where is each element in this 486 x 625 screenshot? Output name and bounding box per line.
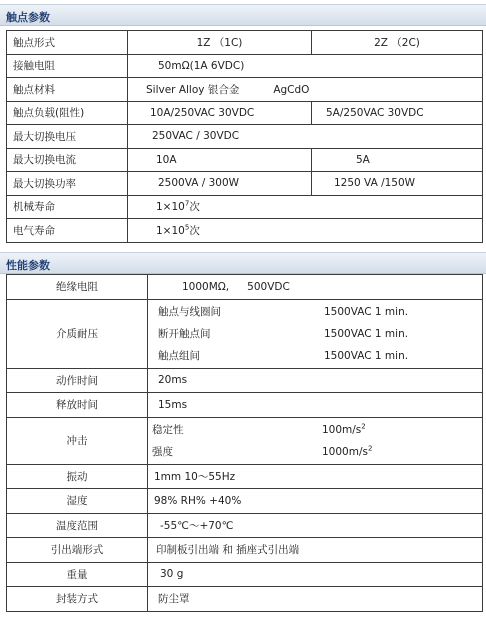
cell-value: 30 g [148, 562, 483, 587]
table-row [7, 538, 483, 563]
cell-value: 防尘罩 [148, 587, 483, 612]
table-row [7, 368, 483, 393]
sub-row [148, 323, 482, 345]
row-label: 最大切换功率 [7, 172, 128, 196]
table-row [7, 54, 483, 78]
material-value-1: Silver Alloy 银合金 [146, 83, 240, 96]
row-label: 湿度 [7, 489, 148, 514]
table-row [7, 172, 483, 196]
material-value-2: AgCdO [273, 83, 310, 96]
sub-value: 1500VAC 1 min. [324, 327, 409, 340]
value-unit: 次 [189, 224, 200, 237]
cell-value: 15ms [148, 393, 483, 418]
row-label: 触点材料 [7, 78, 128, 102]
row-label: 温度范围 [7, 513, 148, 538]
sub-label: 触点组间 [158, 350, 200, 362]
cell-value [148, 417, 483, 464]
sub-label: 稳定性 [152, 424, 184, 436]
table-row [7, 195, 483, 219]
value-exponent: 2 [361, 422, 366, 430]
cell-value [148, 299, 483, 368]
sub-value: 1500VAC 1 min. [324, 305, 409, 318]
cell-value [128, 195, 483, 219]
table-row [7, 417, 483, 464]
shock-value: 1000m/s [322, 445, 368, 458]
row-label: 最大切换电压 [7, 125, 128, 149]
value-base: 1×10 [156, 224, 185, 237]
row-label: 电气寿命 [7, 219, 128, 243]
cell-value: 10A [128, 148, 312, 172]
row-label: 接触电阻 [7, 54, 128, 78]
row-label: 机械寿命 [7, 195, 128, 219]
performance-params-table [6, 274, 483, 612]
row-label: 触点负载(阻性) [7, 101, 128, 125]
table-row [7, 587, 483, 612]
sub-row [148, 441, 482, 463]
cell-value: 250VAC / 30VDC [128, 125, 483, 149]
cell-value: 1Z （1C) [128, 31, 312, 55]
cell-value: -55℃～+70℃ [148, 513, 483, 538]
table-row [7, 489, 483, 514]
cell-value: 10A/250VAC 30VDC [128, 101, 312, 125]
row-label: 释放时间 [7, 393, 148, 418]
table-row [7, 513, 483, 538]
cell-value [128, 219, 483, 243]
cell-value: 5A [312, 148, 483, 172]
value-base: 1×10 [156, 201, 185, 214]
value-unit: 次 [189, 201, 200, 214]
insulation-value-2: 500VDC [247, 280, 290, 293]
sub-label: 强度 [152, 446, 173, 458]
table-row [7, 31, 483, 55]
table-row [7, 275, 483, 300]
table-row [7, 464, 483, 489]
cell-value: 5A/250VAC 30VDC [312, 101, 483, 125]
row-label: 动作时间 [7, 368, 148, 393]
table-row [7, 299, 483, 368]
table-row [7, 219, 483, 243]
section-header-contact [0, 4, 486, 26]
cell-value [128, 78, 483, 102]
cell-value: 印制板引出端 和 插座式引出端 [148, 538, 483, 563]
insulation-value-1: 1000MΩ, [182, 280, 230, 293]
row-label: 绝缘电阻 [7, 275, 148, 300]
cell-value [148, 275, 483, 300]
sub-value [322, 424, 366, 436]
row-label: 冲击 [7, 417, 148, 464]
cell-value: 2500VA / 300W [128, 172, 312, 196]
sub-value [322, 446, 372, 458]
table-row [7, 125, 483, 149]
table-row [7, 393, 483, 418]
sub-label: 断开触点间 [158, 328, 211, 340]
cell-value: 98% RH% +40% [148, 489, 483, 514]
cell-value: 2Z （2C) [312, 31, 483, 55]
section-header-performance [0, 252, 486, 274]
sub-row [148, 345, 482, 367]
value-exponent: 2 [367, 444, 373, 452]
table-row [7, 562, 483, 587]
shock-value: 100m/s [322, 423, 362, 436]
row-label: 介质耐压 [7, 299, 148, 368]
cell-value: 20ms [148, 368, 483, 393]
cell-value: 1250 VA /150W [312, 172, 483, 196]
value-exponent: 7 [184, 199, 190, 208]
table-row [7, 101, 483, 125]
value-exponent: 5 [184, 223, 190, 232]
table-row [7, 78, 483, 102]
row-label: 振动 [7, 464, 148, 489]
sub-value: 1500VAC 1 min. [324, 349, 409, 362]
cell-value: 1mm 10～55Hz [148, 464, 483, 489]
sub-row [148, 419, 482, 441]
sub-row [148, 301, 482, 323]
cell-value: 50mΩ(1A 6VDC) [128, 54, 483, 78]
row-label: 最大切换电流 [7, 148, 128, 172]
row-label: 引出端形式 [7, 538, 148, 563]
section-title: 性能参数 [6, 259, 50, 272]
section-title: 触点参数 [6, 11, 50, 24]
row-label: 重量 [7, 562, 148, 587]
row-label: 封装方式 [7, 587, 148, 612]
contact-params-table [6, 30, 483, 243]
table-row [7, 148, 483, 172]
row-label: 触点形式 [7, 31, 128, 55]
sub-label: 触点与线圈间 [158, 306, 221, 318]
